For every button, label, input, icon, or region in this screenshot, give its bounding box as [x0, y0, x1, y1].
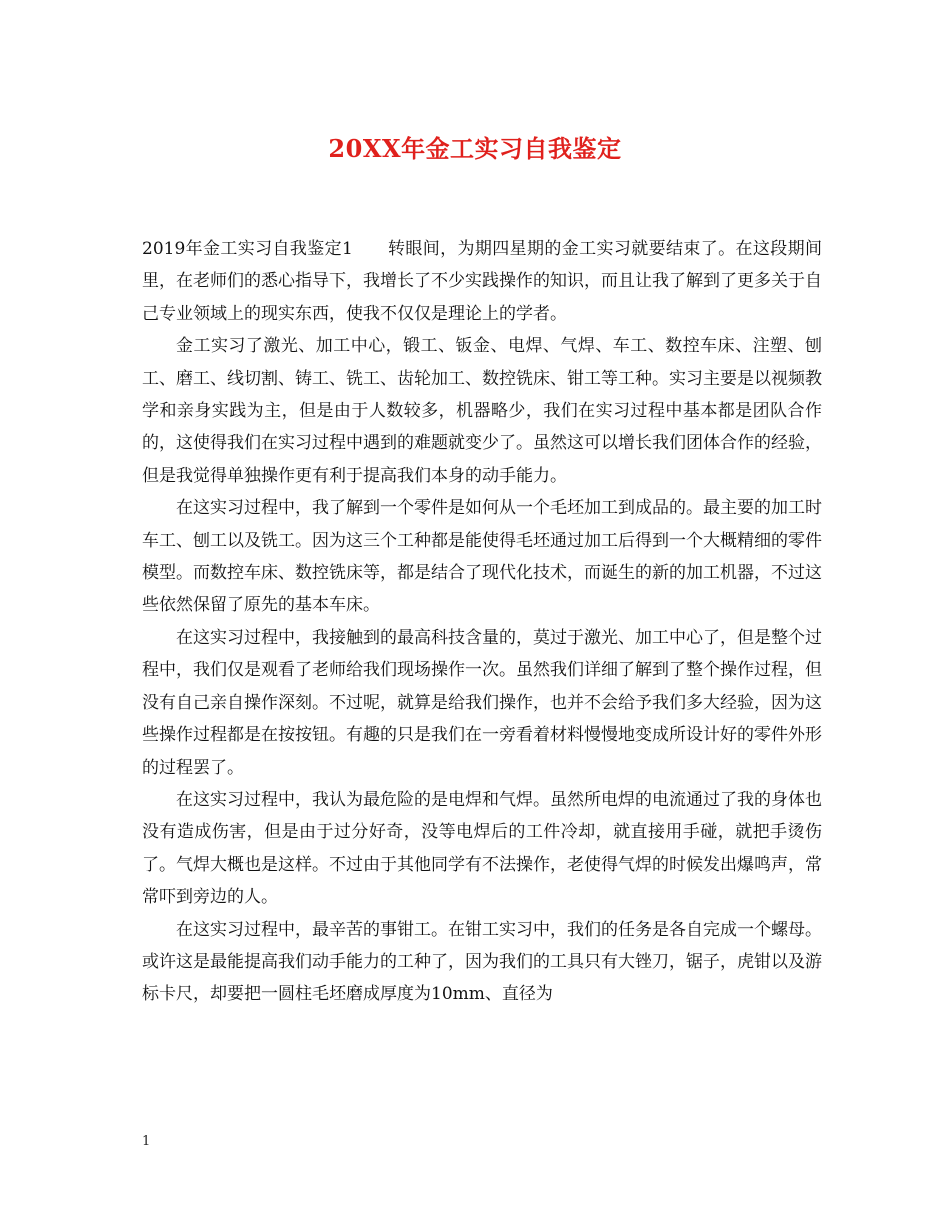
paragraph-5: 在这实习过程中，我认为最危险的是电焊和气焊。虽然所电焊的电流通过了我的身体也没有造成伤害，但是由于过分好奇，没等电焊后的工件冷却，就直接用手碰，就把手烫伤了。气焊大概也是这样。不过由于其他同学有不法操作，老使得气焊的时候发出爆鸣声，常常吓到旁边的人。	[142, 789, 822, 908]
paragraph-4: 在这实习过程中，我接触到的最高科技含量的，莫过于激光、加工中心了，但是整个过程中，我们仅是观看了老师给我们现场操作一次。虽然我们详细了解到了整个操作过程，但没有自己亲自操作深刻。不过呢，就算是给我们操作，也并不会给予我们多大经验，因为这些操作过程都是在按按钮。有趣的只是我们在一旁看着材料慢慢地变成所设计好的零件外形的过程罢了。	[142, 627, 822, 778]
document-title: 20XX年金工实习自我鉴定	[328, 134, 622, 163]
paragraph-6: 在这实习过程中，最辛苦的事钳工。在钳工实习中，我们的任务是各自完成一个螺母。或许这是最能提高我们动手能力的工种了，因为我们的工具只有大锉刀，锯子，虎钳以及游标卡尺，却要把一圆柱毛坯磨成厚度为10mm、直径为	[142, 919, 822, 1005]
document-body	[142, 233, 822, 1011]
paragraph-2: 金工实习了激光、加工中心，锻工、钣金、电焊、气焊、车工、数控车床、注塑、刨工、磨工、线切割、铸工、铣工、齿轮加工、数控铣床、钳工等工种。实习主要是以视频教学和亲身实践为主，但是由于人数较多，机器略少，我们在实习过程中基本都是团队合作的，这使得我们在实习过程中遇到的难题就变少了。虽然这可以增长我们团体合作的经验，但是我觉得单独操作更有利于提高我们本身的动手能力。	[142, 336, 822, 486]
page-number: 1	[142, 1134, 151, 1149]
paragraph-3: 在这实习过程中，我了解到一个零件是如何从一个毛坯加工到成品的。最主要的加工时车工、刨工以及铣工。因为这三个工种都是能使得毛坯通过加工后得到一个大概精细的零件模型。而数控车床、数控铣床等，都是结合了现代化技术，而诞生的新的加工机器，不过这些依然保留了原先的基本车床。	[142, 498, 822, 616]
paragraph-1: 2019年金工实习自我鉴定1 转眼间，为期四星期的金工实习就要结束了。在这段期间里，在老师们的悉心指导下，我增长了不少实践操作的知识，而且让我了解到了更多关于自己专业领域上的现实东西，使我不仅仅是理论上的学者。	[142, 239, 822, 324]
